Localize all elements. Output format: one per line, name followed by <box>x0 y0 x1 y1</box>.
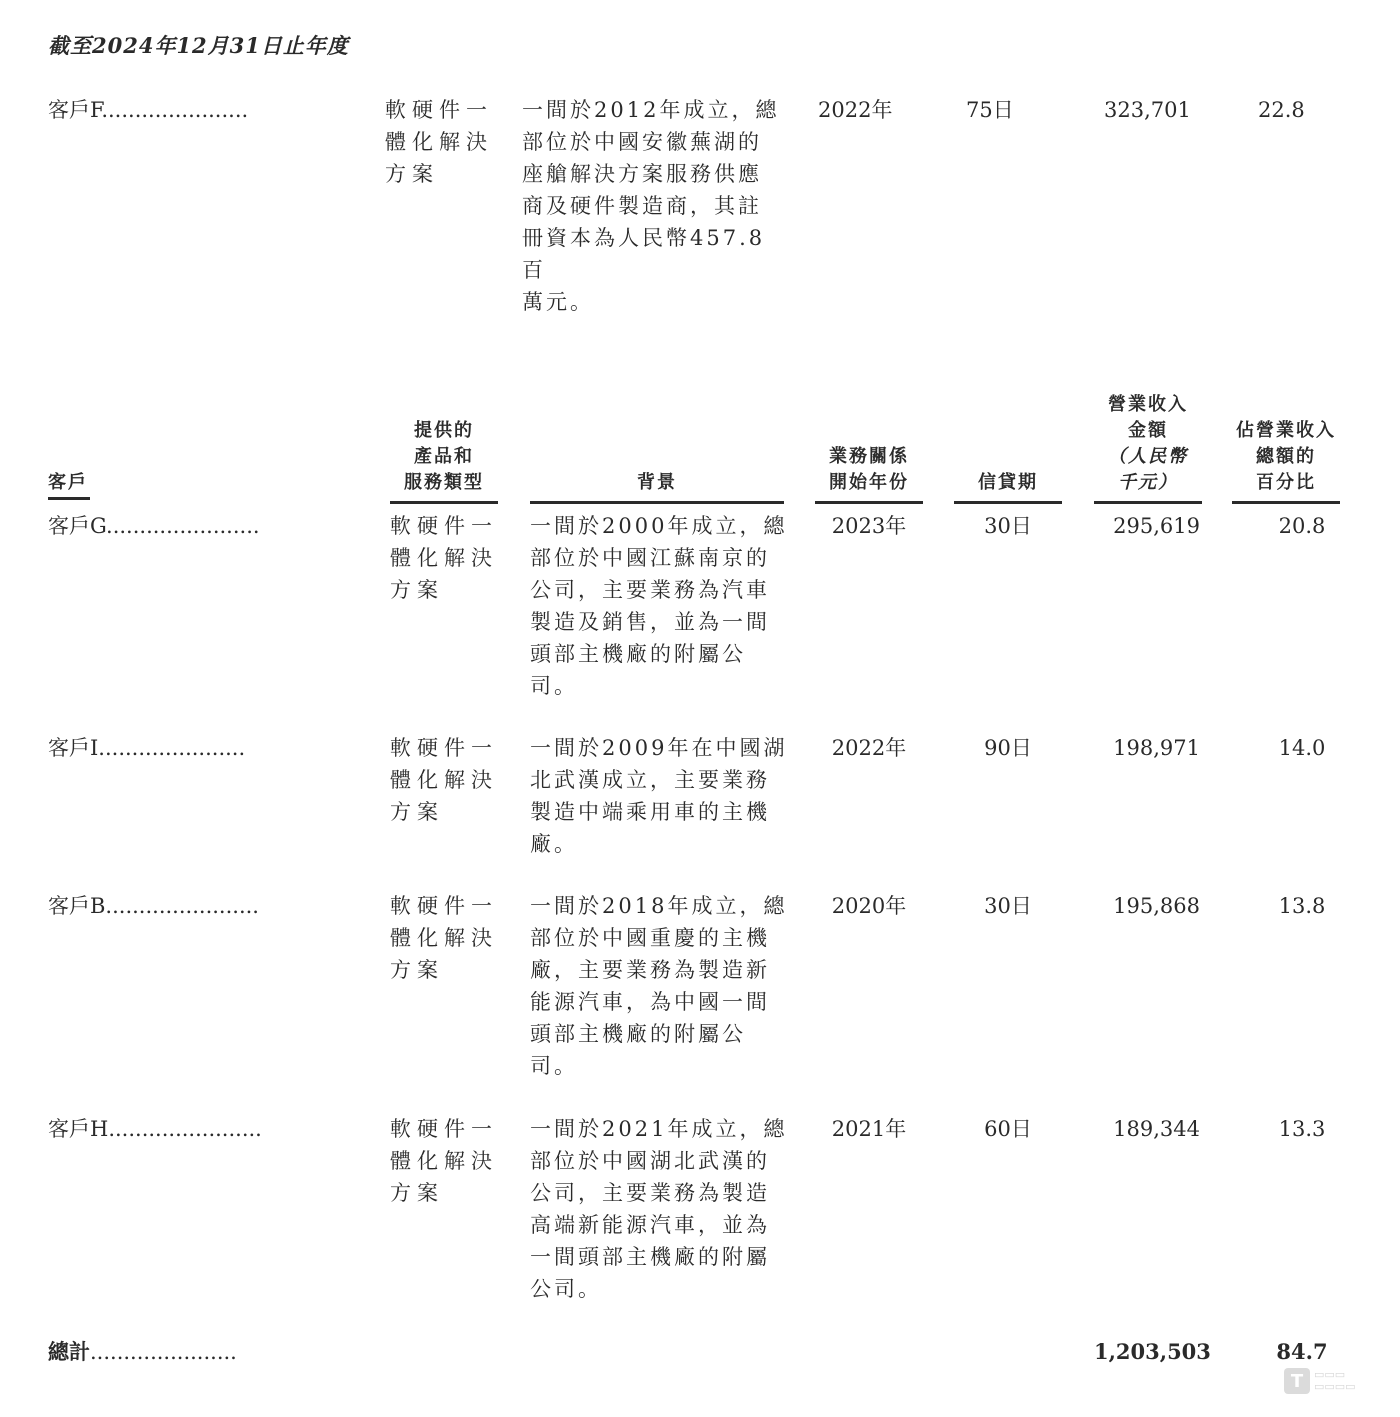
table-row-product: 軟硬件一 體化解決 方案 <box>390 894 498 982</box>
table-row-pct: 20.8 <box>1278 514 1326 538</box>
header-pct-rule <box>1232 501 1340 504</box>
header-start-year: 業務關係 開始年份 <box>829 446 909 493</box>
header-background-rule <box>530 501 784 504</box>
table-row-background: 一間於2018年成立，總 部位於中國重慶的主機 廠，主要業務為製造新 能源汽車，為中國一間 頭部主機廠的附屬公 司。 <box>530 894 788 1078</box>
header-revenue-rule <box>1094 501 1202 504</box>
customer-f-pct: 22.8 <box>1258 98 1305 122</box>
table-row-start-year: 2020年 <box>831 894 907 918</box>
customer-f-name: 客戶F...................... <box>48 98 249 122</box>
table-row-pct: 14.0 <box>1278 736 1326 760</box>
table-row-credit: 60日 <box>984 1117 1032 1141</box>
table-row-customer: 客戶B....................... <box>48 894 259 918</box>
header-product: 提供的 產品和 服務類型 <box>404 420 484 493</box>
header-credit-rule <box>954 501 1062 504</box>
table-row-start-year: 2023年 <box>831 514 907 538</box>
header-product-rule <box>390 501 498 504</box>
header-background: 背景 <box>637 472 677 493</box>
total-label: 總計...................... <box>48 1339 237 1364</box>
table-row-product: 軟硬件一 體化解決 方案 <box>390 1117 498 1205</box>
table-row-customer: 客戶H....................... <box>48 1117 262 1141</box>
total-revenue: 1,203,503 <box>1094 1339 1211 1364</box>
total-pct: 84.7 <box>1276 1339 1328 1364</box>
header-pct: 佔營業收入 總額的 百分比 <box>1236 420 1336 493</box>
customer-f-start-year: 2022年 <box>818 98 893 122</box>
table-row-background: 一間於2021年成立，總 部位於中國湖北武漢的 公司，主要業務為製造 高端新能源汽車，並為 一間頭部主機廠的附屬 公司。 <box>530 1117 788 1301</box>
table-row-start-year: 2021年 <box>831 1117 907 1141</box>
table-row-background: 一間於2009年在中國湖 北武漢成立，主要業務 製造中端乘用車的主機 廠。 <box>530 736 788 856</box>
period-title: 截至2024年12月31日止年度 <box>48 33 349 58</box>
header-revenue: 營業收入 金額 （人民幣 千元） <box>1108 394 1188 493</box>
table-row-revenue: 189,344 <box>1113 1117 1200 1141</box>
table-row-revenue: 195,868 <box>1113 894 1200 918</box>
table-row-customer: 客戶I...................... <box>48 736 246 760</box>
header-credit: 信貸期 <box>978 472 1038 493</box>
table-row-credit: 30日 <box>984 894 1032 918</box>
table-row-product: 軟硬件一 體化解決 方案 <box>390 736 498 824</box>
watermark-mark: ▭▭▭ ▭▭▭▭ <box>1314 1368 1356 1393</box>
customer-f-product: 軟硬件一 體化解決 方案 <box>385 98 493 186</box>
table-row-product: 軟硬件一 體化解決 方案 <box>390 514 498 602</box>
table-row-credit: 90日 <box>984 736 1032 760</box>
customer-f-revenue: 323,701 <box>1104 98 1191 122</box>
table-row-revenue: 198,971 <box>1113 736 1200 760</box>
customer-f-credit: 75日 <box>966 98 1014 122</box>
header-customer-rule <box>48 497 90 500</box>
watermark-logo <box>1284 1367 1364 1395</box>
header-start-year-rule <box>815 501 923 504</box>
table-row-customer: 客戶G....................... <box>48 514 260 538</box>
customer-f-background: 一間於2012年成立，總 部位於中國安徽蕪湖的 座艙解決方案服務供應 商及硬件製造商，其註 冊資本為人民幣457.8百 萬元。 <box>522 98 780 314</box>
table-row-pct: 13.3 <box>1278 1117 1326 1141</box>
table-row-background: 一間於2000年成立，總 部位於中國江蘇南京的 公司，主要業務為汽車 製造及銷售，並為一間 頭部主機廠的附屬公 司。 <box>530 514 788 698</box>
table-row-revenue: 295,619 <box>1113 514 1200 538</box>
table-row-credit: 30日 <box>984 514 1032 538</box>
watermark-t-icon: T <box>1284 1368 1310 1394</box>
table-row-pct: 13.8 <box>1278 894 1326 918</box>
table-row-start-year: 2022年 <box>831 736 907 760</box>
header-customer: 客戶 <box>48 472 88 493</box>
